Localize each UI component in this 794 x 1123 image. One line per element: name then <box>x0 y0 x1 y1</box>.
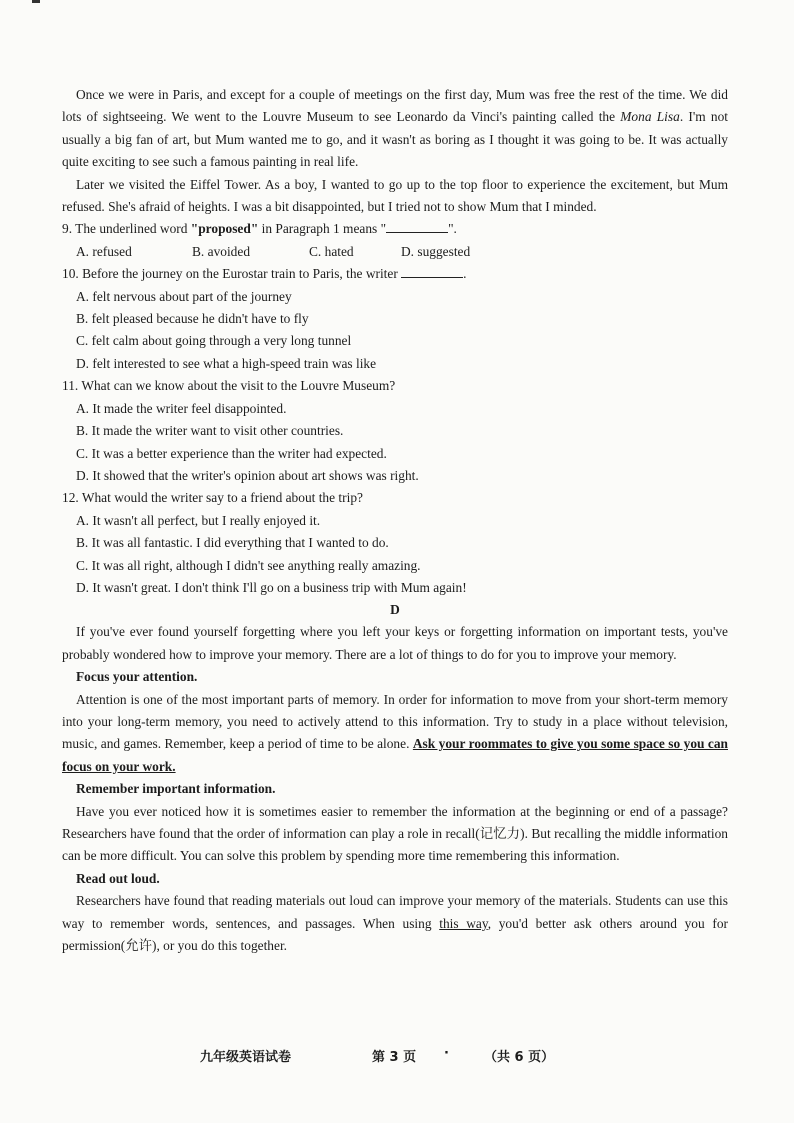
exam-title: 九年级英语试卷 <box>200 1050 292 1065</box>
option-c[interactable]: C. It was all right, although I didn't see anything really amazing. <box>76 557 421 573</box>
passage-c-paragraph-1: Once we were in Paris, and except for a couple of meetings on the first day, Mum was free the rest of the time. We did lots of sightseeing. We went to the Louvre Museum to see Leonardo da Vinci's painting called the Mona Lisa. I'm not usually a big fan of art, but Mum wanted me to go, and it wasn't as boring as I thought it was going to be. It was actually quite exciting to see such a famous painting in real life. <box>62 87 728 170</box>
answer-blank[interactable] <box>386 218 448 233</box>
page-number: 第 3 页 <box>372 1050 417 1065</box>
option-b[interactable]: B. avoided <box>192 243 251 259</box>
passage-d-intro: If you've ever found yourself forgetting where you left your keys or forgetting information on important tests, you've probably wondered how to improve your memory. There are a lot of things to do for you to improve your memory. <box>62 624 728 662</box>
option-b[interactable]: B. felt pleased because he didn't have to fly <box>76 311 309 327</box>
corner-mark <box>32 0 40 3</box>
passage-d-paragraph-3: Researchers have found that reading materials out loud can improve your memory of the materials. Students can use this way to remember words, sentences, and passages. When using this way, you'd better ask others around you for permission(允许), or you do this together. <box>62 893 728 954</box>
option-c[interactable]: C. It was a better experience than the writer had expected. <box>76 445 387 461</box>
total-pages: （共 6 页） <box>484 1050 555 1065</box>
underlined-phrase: this way <box>439 915 488 931</box>
passage-d-paragraph-1: Attention is one of the most important parts of memory. In order for information to move from your short-term memory into your long-term memory, you need to actively attend to this information. Try to study in a place without television, music, and games. Remember, keep a period of time to be alone. Ask your roommates to give you some space so you can focus on your work. <box>62 691 728 774</box>
option-d[interactable]: D. It showed that the writer's opinion about art shows was right. <box>76 467 419 483</box>
option-a[interactable]: A. It wasn't all perfect, but I really enjoyed it. <box>76 512 321 528</box>
option-b[interactable]: B. It was all fantastic. I did everything that I wanted to do. <box>76 535 389 551</box>
heading-focus-attention: Focus your attention. <box>76 669 198 685</box>
option-b[interactable]: B. It made the writer want to visit other countries. <box>76 423 344 439</box>
passage-c-paragraph-2: Later we visited the Eiffel Tower. As a boy, I wanted to go up to the top floor to experience the excitement, but Mum refused. She's afraid of heights. I was a bit disappointed, but I tried not to show Mum that I minded. <box>62 176 728 215</box>
underlined-sentence: Ask your roommates to give you some space so you can focus on your work. <box>62 736 728 774</box>
option-a[interactable]: A. felt nervous about part of the journey <box>76 288 292 304</box>
question-12: 12. What would the writer say to a friend about the trip? <box>62 490 363 506</box>
option-d[interactable]: D. It wasn't great. I don't think I'll go on a business trip with Mum again! <box>76 579 467 595</box>
question-11: 11. What can we know about the visit to the Louvre Museum? <box>62 378 396 394</box>
heading-read-out-loud: Read out loud. <box>76 870 160 886</box>
answer-blank[interactable] <box>401 263 463 278</box>
heading-remember-information: Remember important information. <box>76 781 276 797</box>
option-d[interactable]: D. suggested <box>401 243 471 259</box>
passage-d-paragraph-2: Have you ever noticed how it is sometimes easier to remember the information at the beginning or end of a passage? Researchers have found that the order of information can play a role in recall(记忆力). But recalling the middle information can be more difficult. You can solve this problem by spending more time remembering this information. <box>62 803 728 864</box>
exam-page <box>62 84 728 957</box>
option-d[interactable]: D. felt interested to see what a high-speed train was like <box>76 355 377 371</box>
footer-dot: · <box>444 1046 449 1061</box>
option-a[interactable]: A. It made the writer feel disappointed. <box>76 400 287 416</box>
option-c[interactable]: C. hated <box>309 243 354 259</box>
question-10: 10. Before the journey on the Eurostar train to Paris, the writer . <box>62 263 728 285</box>
option-c[interactable]: C. felt calm about going through a very long tunnel <box>76 333 352 349</box>
section-letter: D <box>390 602 400 618</box>
question-9: 9. The underlined word "proposed" in Paragraph 1 means " ". <box>62 218 728 240</box>
option-a[interactable]: A. refused <box>76 243 132 259</box>
question-9-options <box>76 241 728 263</box>
